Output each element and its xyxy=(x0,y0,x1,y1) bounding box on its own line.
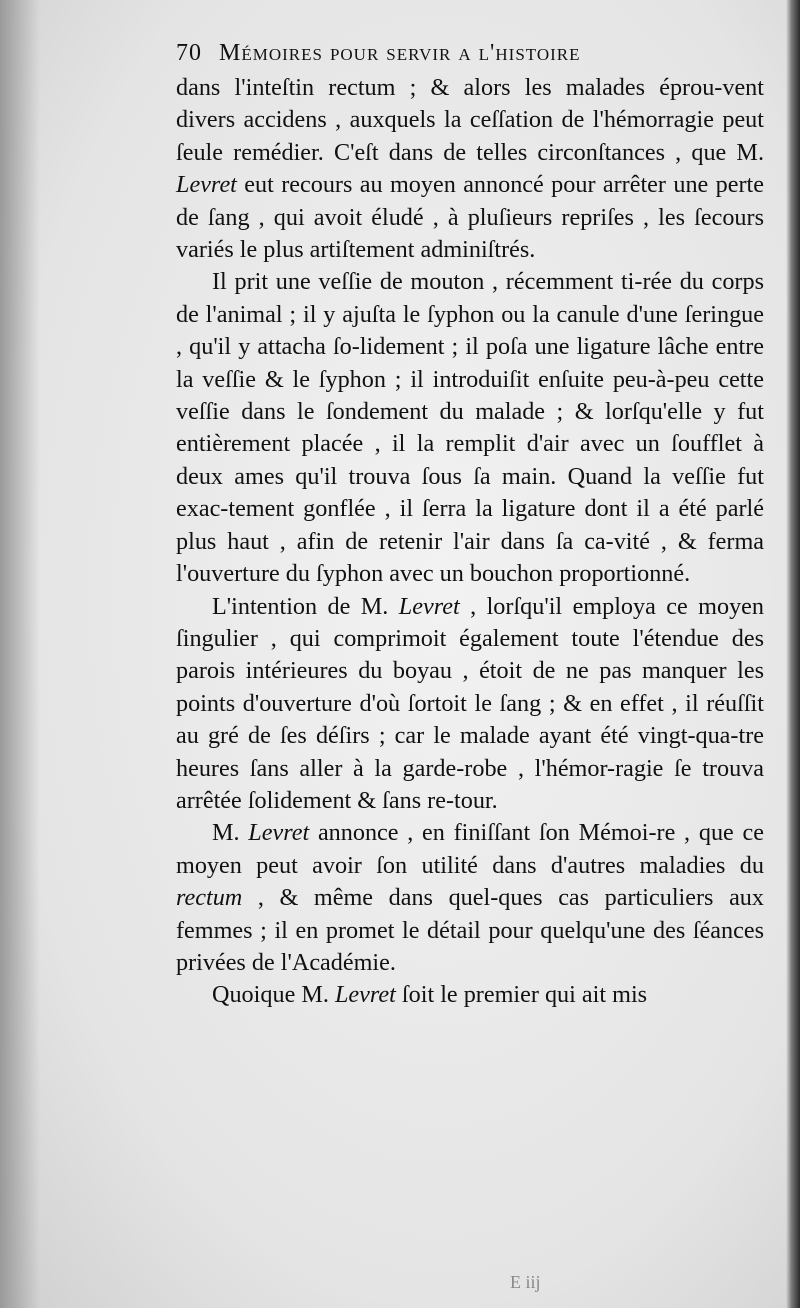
text-run: annonce , en finiſſant ſon Mémoi-re , que ce moyen peut avoir ſon utilité dans d'autres maladies du xyxy=(176,819,764,879)
page-edge xyxy=(786,0,800,1308)
italic-text: Levret xyxy=(176,171,237,199)
paragraph xyxy=(176,817,764,979)
paragraph xyxy=(176,591,764,818)
running-header xyxy=(176,38,776,68)
text-run: eut recours au moyen annoncé pour arrêter une perte de ſang , qui avoit éludé , à pluſieurs repriſes , les ſecours variés le plus artiſtement adminiſtrés. xyxy=(176,171,764,264)
italic-text: Levret xyxy=(334,981,396,1009)
italic-text: Levret xyxy=(398,592,460,620)
text-run: M. xyxy=(212,819,249,847)
text-run: , & même dans quel-ques cas particuliers aux femmes ; il en promet le détail pour quelqu'une des ſéances privées de l'Académie. xyxy=(176,884,764,976)
text-run: Il prit une veſſie de mouton , récemment ti-rée du corps de l'animal ; il y ajuſta le ſyphon ou la canule d'une ſeringue , qu'il y attacha ſo-lidement ; il poſa une ligature lâche entre la veſſie & le ſyphon ; il introduiſit enſuite peu-à-peu cette veſſie dans le ſondement du malade ; & lorſqu'elle y fut entièrement placée , il la remplit d'air avec un ſoufflet à deux ames qu'il trouva ſous ſa main. Quand la veſſie fut exac-tement gonflée , il ſerra la ligature dont il a été parlé plus haut , afin de retenir l'air dans ſa ca-vité , & ferma l'ouverture du ſyphon avec un bouchon proportionné. xyxy=(176,268,764,588)
gutter-shadow xyxy=(0,0,40,1308)
text-run: dans l'inteſtin rectum ; & alors les malades éprou-vent divers accidens , auxquels la ceſſation de l'hémorragie peut ſeule remédier. C'eſt dans de telles circonſtances , que M. xyxy=(176,74,764,166)
paragraph xyxy=(176,72,764,266)
body-text xyxy=(176,72,764,1012)
text-run: Quoique M. xyxy=(212,981,335,1009)
paragraph xyxy=(176,979,764,1011)
italic-text: rectum xyxy=(176,884,243,912)
signature-mark: E iij xyxy=(510,1272,541,1292)
italic-text: Levret xyxy=(248,819,310,847)
text-run: , lorſqu'il employa ce moyen ſingulier , qui comprimoit également toute l'étendue des parois intérieures du boyau , étoit de ne pas manquer les points d'ouverture d'où ſortoit le ſang ; & en effet , il réuſſit au gré de ſes déſirs ; car le malade ayant été vingt-qua-tre heures ſans aller à la garde-robe , l'hémor-ragie ſe trouva arrêtée ſolidement & ſans re-tour. xyxy=(176,592,764,814)
page-number: 70 xyxy=(176,40,202,66)
text-run: ſoit le premier qui ait mis xyxy=(395,981,648,1009)
text-run: L'intention de M. xyxy=(212,592,399,620)
paragraph xyxy=(176,266,764,590)
running-title: Mémoires pour servir a l'histoire xyxy=(219,40,581,66)
